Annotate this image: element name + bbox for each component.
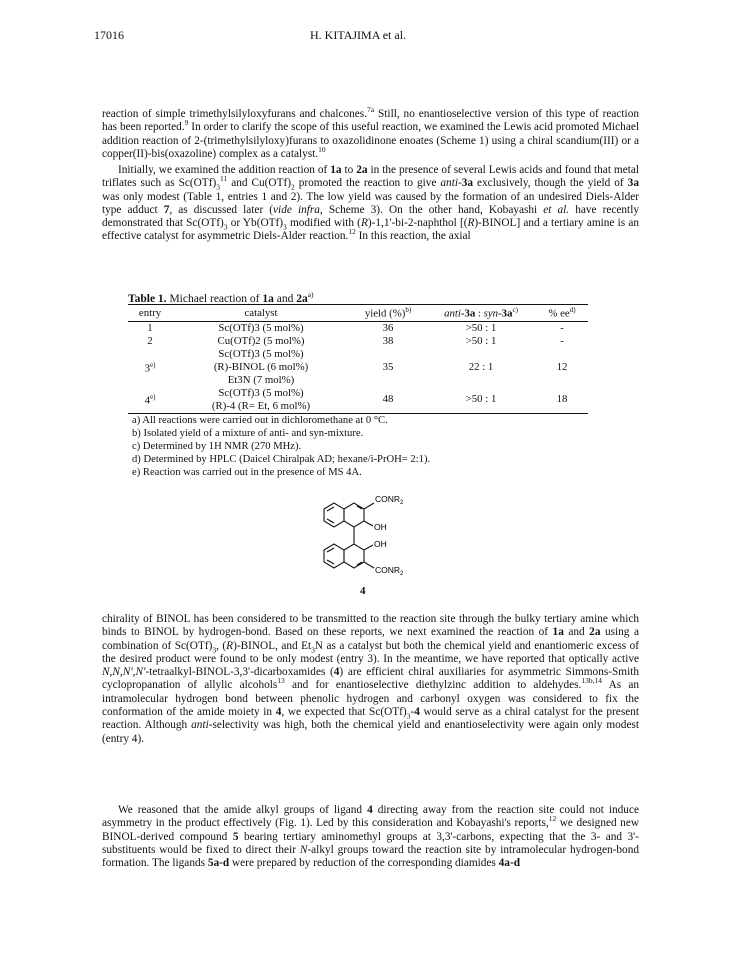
table-row: 1 Sc(OTf)3 (5 mol%) 36 >50 : 1 -: [147, 321, 564, 334]
table-footnotes: [132, 414, 430, 479]
table-row: 4$^{e)}$ Sc(OTf)3 (5 mol%) (R)-4 (R= Et, 6 mol%) 48 >50 : 1 18: [128, 387, 588, 414]
footnote: a) All reactions were carried out in dichloromethane at 0 °C.: [132, 415, 388, 426]
footnote: b) Isolated yield of a mixture of anti- and syn-mixture.: [132, 428, 364, 439]
hydroxyl-label-bottom: OH: [374, 539, 387, 549]
running-head-authors: H. KITAJIMA et al.: [310, 28, 407, 42]
paragraph-ligand-design: We reasoned that the amide alkyl groups of ligand 4 directing away from the reaction site could not induce asymmetry in the product effectively (Fig. 1). Led by this consideration and Kobayashi's reports,$^{12}$ we designed new BINOL-derived compound 5 bearing tertiary aminomethyl groups at 3,3'-carbons, expecting that the 3- and 3'-substituents would be fixed to direct their N-alkyl groups toward the reaction site by intramolecular hydrogen-bond formation. The ligands 5a-d were prepared by reduction of the corresponding diamides 4a-d: [102, 804, 639, 870]
col-entry-header: entry: [128, 305, 172, 322]
substituent-label-bottom: $CONR_2$: [375, 565, 404, 577]
paragraph-initial-experiments: Initially, we examined the addition reaction of 1a to 2a in the presence of several Lewis acids and found that metal triflates such as $Sc(OTf)_3^{11}$ and $Cu(OTf)_2$ promoted the reaction to give anti-3a exclusively, though the yield of 3a was only modest (Table 1, entries 1 and 2). The low yield was caused by the formation of an undesired Diels-Alder type adduct 7, as discussed later (vide infra, Scheme 3). On the other hand, Kobayashi et al. have recently demonstrated that $Sc(OTf)_3$ or $Yb(OTf)_3$ modified with (R)-1,1'-bi-2-naphthol [(R)-BINOL] and a tertiary amine is an effective catalyst for asymmetric Diels-Alder reaction.$^{12}$ In this reaction, the axial: [102, 164, 639, 243]
binol-dicarboxamide-structure: [318, 492, 428, 584]
col-yield-header: yield (%)$^{b)}$: [350, 305, 426, 322]
compound-label: 4: [360, 585, 366, 597]
substituent-label-top: $CONR_2$: [375, 494, 404, 506]
page-number: 17016: [94, 28, 124, 42]
col-ee-header: % $ee^{d)}$: [536, 305, 588, 322]
table-caption: Table 1. Michael reaction of 1a and $2a^{a)}$: [128, 290, 314, 305]
footnote: d) Determined by HPLC (Daicel Chiralpak AD; hexane/i-PrOH= 2:1).: [132, 454, 431, 465]
table-row: 3$^{e)}$ Sc(OTf)3 (5 mol%) (R)-BINOL (6 mol%) Et3N (7 mol%) 35 22 : 1 12: [144, 347, 568, 386]
footnote: c) Determined by 1H NMR (270 MHz).: [132, 441, 302, 452]
table-row: 2 Cu(OTf)2 (5 mol%) 38 >50 : 1 -: [147, 334, 564, 347]
paragraph-binol-discussion: chirality of BINOL has been considered to be transmitted to the reaction site through the bulky tertiary amine which binds to BINOL by hydrogen-bond. Based on these reports, we next examined the reaction of 1a and 2a using a combination of $Sc(OTf)_3$, (R)-BINOL, and $Et_3N$ as a catalyst but both the chemical yield and enantiomeric excess of the desired product were found to be only modest (entry 3). In the meantime, we have reported that optically active N,N,N',N'-tetraalkyl-BINOL-3,3'-dicarboxamides (4) are efficient chiral auxiliaries for asymmetric Simmons-Smith cyclopropanation of allylic alcohols$^{13}$ and for enantioselective diethylzinc addition to aldehydes.$^{13b,14}$ As an intramolecular hydrogen bond between phenolic hydrogen and carbonyl oxygen was considered to fix the conformation of the amide moiety in 4, we expected that $Sc(OTf)_3-4$ would serve as a chiral catalyst for the present reaction. Although anti-selectivity was high, both the chemical yield and enantioselectivity were again only modest (entry 4).: [102, 613, 640, 745]
footnote: e) Reaction was carried out in the presence of MS 4A.: [132, 467, 362, 478]
michael-reaction-table: [128, 304, 588, 414]
table-header-row: [128, 305, 588, 322]
col-catalyst-header: catalyst: [172, 305, 350, 322]
hydroxyl-label-top: OH: [374, 522, 387, 532]
paragraph-intro-continued: reaction of simple trimethylsilyloxyfurans and chalcones.$^{7a}$ Still, no enantioselective version of this type of reaction has been reported.$^9$ In order to clarify the scope of this useful reaction, we examined the Lewis acid promoted Michael addition reaction of 2-(trimethylsilyloxy)furans to oxazolidinone enoates (Scheme 1) using a chiral scandium(III) or a copper(II)-bis(oxazoline) complex as a catalyst.$^{10}$: [102, 105, 639, 160]
col-ratio-header: anti-3a : syn-$3a^{c)}$: [426, 305, 536, 322]
